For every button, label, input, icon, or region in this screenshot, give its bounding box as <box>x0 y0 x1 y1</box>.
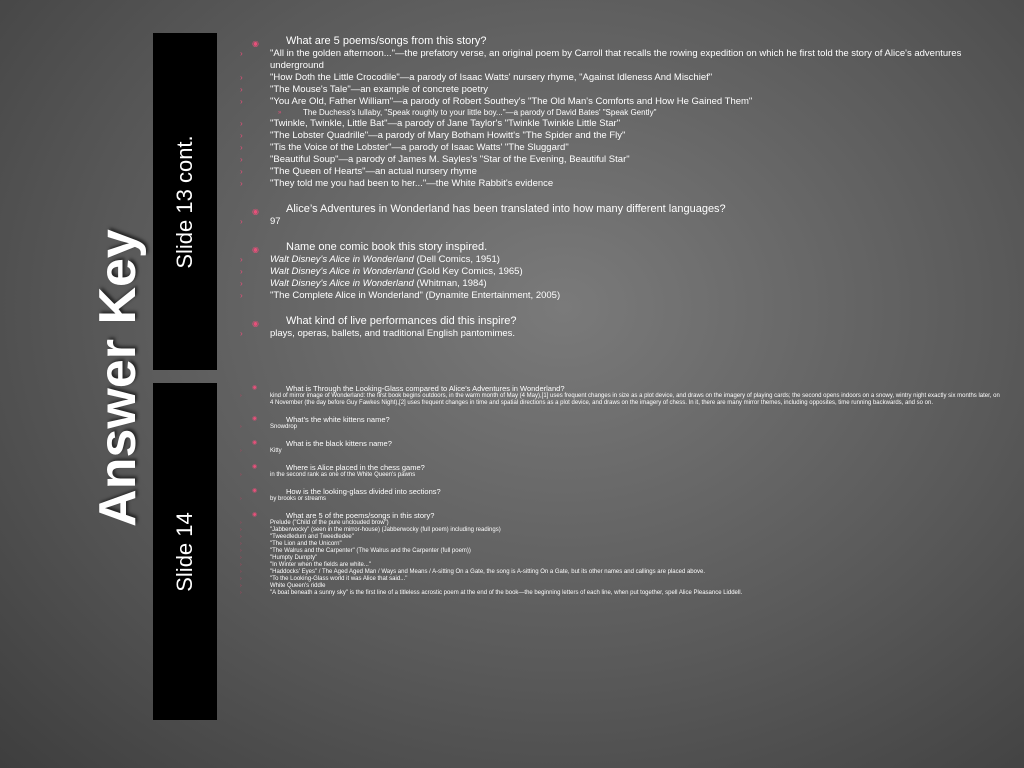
answer-item: › Prelude ("Child of the pure unclouded brow") <box>240 520 389 526</box>
arrow-icon: › <box>240 520 242 526</box>
answer-item: › "You Are Old, Father William"—a parody of Robert Southey's "The Old Man's Comforts and How He Gained Them" <box>240 96 753 107</box>
arrow-icon: › <box>240 73 243 82</box>
answer-item: › "All in the golden afternoon..."—the prefatory verse, an original poem by Carroll that recalls the rowing expedition on which he first told the story of Alice's adventures underground <box>240 48 962 71</box>
arrow-icon: › <box>240 576 242 582</box>
answer-item: › "The Lion and the Unicorn" <box>240 541 342 547</box>
question-block <box>228 487 1004 503</box>
answer-item: › by brooks or streams <box>240 496 327 502</box>
arrow-icon: › <box>240 541 242 547</box>
answer-item: › "The Walrus and the Carpenter" (The Walrus and the Carpenter (full poem)) <box>240 548 471 554</box>
question-text: What are 5 poems/songs from this story? <box>286 35 487 47</box>
arrow-icon: › <box>240 562 242 568</box>
answer-list <box>228 448 1004 455</box>
arrow-icon: › <box>240 496 242 502</box>
question-block <box>228 439 1004 455</box>
arrow-icon: › <box>240 548 242 554</box>
arrow-icon: › <box>240 217 243 226</box>
arrow-icon: › <box>240 85 243 94</box>
bullet-icon: ◉ <box>252 385 258 391</box>
answer-item: › Snowdrop <box>240 424 298 430</box>
answer-item: › "The Mouse's Tale"—an example of concrete poetry <box>240 84 489 95</box>
question-text: How is the looking-glass divided into sections? <box>286 487 441 496</box>
question-block <box>228 35 1004 190</box>
bullet-icon: ◉ <box>252 464 258 470</box>
question-block <box>228 315 1004 340</box>
answer-list <box>228 48 1004 190</box>
arrow-icon: › <box>240 119 243 128</box>
answer-item: › Walt Disney's Alice in Wonderland (Gold Key Comics, 1965) <box>240 266 523 277</box>
slide-13-label-box <box>153 33 217 370</box>
answer-item: › "They told me you had been to her..."—the White Rabbit's evidence <box>240 178 554 189</box>
bullet-icon: ◉ <box>252 245 259 254</box>
answer-item: › 97 <box>240 216 281 227</box>
answer-list <box>228 328 1004 340</box>
question-text: What kind of live performances did this inspire? <box>286 315 517 327</box>
arrow-icon: › <box>240 534 242 540</box>
answer-item: › "How Doth the Little Crocodile"—a parody of Isaac Watts' nursery rhyme, "Against Idleness And Mischief" <box>240 72 713 83</box>
question-text: What is the black kittens name? <box>286 439 392 448</box>
answer-item: › "Jabberwocky" (seen in the mirror-house) (Jabberwocky (full poem) including readings) <box>240 527 501 533</box>
slide-14-label-box <box>153 383 217 720</box>
answer-item: › "The Lobster Quadrille"—a parody of Mary Botham Howitt's "The Spider and the Fly" <box>240 130 626 141</box>
question-block <box>228 511 1004 597</box>
slide-13-content <box>228 35 1004 353</box>
answer-list <box>228 393 1004 407</box>
answer-item: › "In Winter when the fields are white..." <box>240 562 371 568</box>
arrow-icon: › <box>240 279 243 288</box>
answer-item: › "To the Looking-Glass world it was Alice that said..." <box>240 576 408 582</box>
question-text: Alice’s Adventures in Wonderland has been translated into how many different languages? <box>286 203 726 215</box>
arrow-icon: › <box>240 131 243 140</box>
arrow-icon: › <box>240 448 242 454</box>
answer-item: › "The Complete Alice in Wonderland" (Dynamite Entertainment, 2005) <box>240 290 561 301</box>
bullet-icon: ◉ <box>252 488 258 494</box>
arrow-icon: › <box>240 255 243 264</box>
slide-14-label: Slide 14 <box>172 511 197 592</box>
arrow-icon: › <box>240 267 243 276</box>
question-text: What’s the white kittens name? <box>286 415 390 424</box>
arrow-icon: › <box>240 583 242 589</box>
slide-13-label: Slide 13 cont. <box>172 134 197 269</box>
question-text: What is Through the Looking-Glass compared to Alice’s Adventures in Wonderland? <box>286 384 565 393</box>
question-block <box>228 241 1004 302</box>
question-text: Name one comic book this story inspired. <box>286 241 488 253</box>
answer-list <box>228 496 1004 503</box>
arrow-icon: › <box>240 49 243 58</box>
answer-subitem: » The Duchess's lullaby, "Speak roughly to your little boy..."—a parody of David Bates' "Speak Gently" <box>278 108 657 117</box>
arrow-icon: › <box>240 179 243 188</box>
answer-list <box>228 520 1004 597</box>
answer-list <box>228 254 1004 302</box>
question-block <box>228 203 1004 228</box>
answer-list <box>228 424 1004 431</box>
arrow-icon: › <box>240 167 243 176</box>
answer-item: › in the second rank as one of the White Queen's pawns <box>240 472 416 478</box>
bullet-icon: ◉ <box>252 207 259 216</box>
answer-item: › "Haddocks' Eyes" / The Aged Aged Man / Ways and Means / A-sitting On a Gate, the song is A-sitting On a Gate, but its other names and callings are placed above. <box>240 569 705 575</box>
answer-item: › "Tweedledum and Tweedledee" <box>240 534 354 540</box>
arrow-icon: › <box>240 97 243 106</box>
arrow-icon: › <box>240 555 242 561</box>
arrow-icon: › <box>240 143 243 152</box>
answer-item: › "Tis the Voice of the Lobster"—a parody of Isaac Watts' "The Sluggard" <box>240 142 569 153</box>
arrow-icon: › <box>240 424 242 430</box>
answer-list <box>228 472 1004 479</box>
answer-item: › "Twinkle, Twinkle, Little Bat"—a parody of Jane Taylor's "Twinkle Twinkle Little Star" <box>240 118 621 129</box>
arrow-icon: › <box>240 155 243 164</box>
answer-key-text: Answer Key <box>89 229 147 527</box>
answer-item: › "Humpty Dumpty" <box>240 555 318 561</box>
arrow-icon: » <box>278 110 282 116</box>
arrow-icon: › <box>240 291 243 300</box>
question-block <box>228 463 1004 479</box>
answer-item: › "The Queen of Hearts"—an actual nursery rhyme <box>240 166 477 177</box>
question-block <box>228 415 1004 431</box>
answer-item: › plays, operas, ballets, and traditional English pantomimes. <box>240 328 516 339</box>
answer-item: › "A boat beneath a sunny sky" is the first line of a titleless acrostic poem at the end of the book—the beginning letters of each line, when put together, spell Alice Pleasance Liddell. <box>240 590 743 596</box>
answer-item: › White Queen's riddle <box>240 583 326 589</box>
arrow-icon: › <box>240 472 242 478</box>
answer-item: › Walt Disney's Alice in Wonderland (Dell Comics, 1951) <box>240 254 500 265</box>
bullet-icon: ◉ <box>252 319 259 328</box>
question-block <box>228 384 1004 407</box>
arrow-icon: › <box>240 393 242 399</box>
answer-item: › Walt Disney's Alice in Wonderland (Whitman, 1984) <box>240 278 487 289</box>
question-text: Where is Alice placed in the chess game? <box>286 463 425 472</box>
bullet-icon: ◉ <box>252 416 258 422</box>
slide-14-content <box>228 384 1004 605</box>
answer-item: › Kitty <box>240 448 282 454</box>
bullet-icon: ◉ <box>252 39 259 48</box>
bullet-icon: ◉ <box>252 440 258 446</box>
answer-list <box>228 216 1004 228</box>
answer-item: › "Beautiful Soup"—a parody of James M. Sayles's "Star of the Evening, Beautiful Star" <box>240 154 630 165</box>
question-text: What are 5 of the poems/songs in this story? <box>286 511 435 520</box>
arrow-icon: › <box>240 527 242 533</box>
bullet-icon: ◉ <box>252 512 258 518</box>
arrow-icon: › <box>240 590 242 596</box>
arrow-icon: › <box>240 329 243 338</box>
arrow-icon: › <box>240 569 242 575</box>
answer-item: › kind of mirror image of Wonderland: the first book begins outdoors, in the warm month of May (4 May),[1] uses frequent changes in size as a plot device, and draws on the imagery of playing cards; the second opens indoors on a snowy, wintry night exactly six months later, on 4 November (the day before Guy Fawkes Night),[2] uses frequent changes in time and spatial directions as a plot device, and draws on the imagery of chess. In it, there are many mirror themes, including opposites, time running backwards, and so on. <box>240 393 1000 406</box>
